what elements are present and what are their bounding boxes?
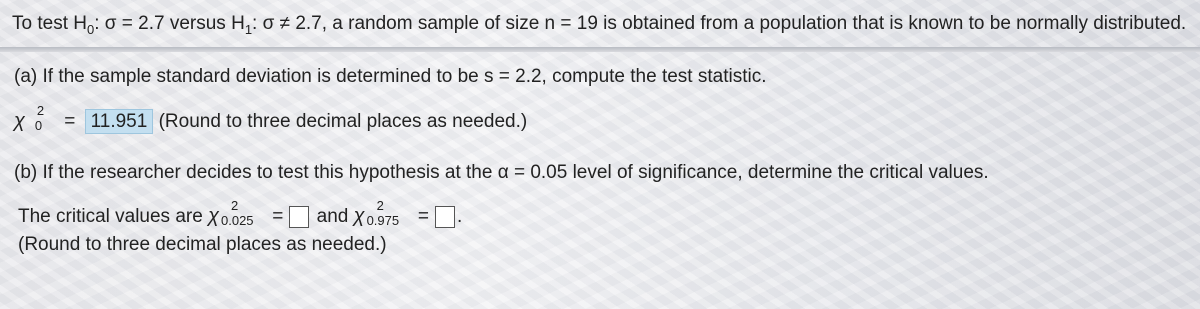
chi-symbol: χ — [14, 110, 25, 132]
h1-subscript: 1 — [244, 22, 253, 37]
header-text-pre: To test H — [12, 13, 87, 34]
header-text-mid1: : σ = 2.7 versus H — [94, 13, 245, 34]
test-statistic-answer[interactable]: 11.951 — [85, 109, 154, 134]
problem-statement — [12, 13, 1186, 35]
header-text-mid2: : σ ≠ 2.7, a random sample of size n = 19 is obtained from a population that is known to be normally distributed. — [252, 13, 1187, 34]
critical-values-row — [18, 197, 463, 228]
equals-sign: = — [64, 111, 76, 132]
crit1-subscript: 0.025 — [221, 212, 254, 228]
part-b-question: (b) If the researcher decides to test this hypothesis at the α = 0.05 level of significance, determine the critical values. — [14, 162, 989, 183]
chi-sup-sub — [25, 102, 55, 133]
h0-subscript: 0 — [86, 22, 95, 37]
crit1-input[interactable] — [289, 206, 309, 228]
and-text: and — [316, 206, 349, 227]
part-a-hint: (Round to three decimal places as needed.) — [158, 111, 528, 132]
part-b-hint: (Round to three decimal places as needed.) — [18, 234, 387, 255]
crit1-superscript: 2 — [231, 197, 239, 213]
crit2-input[interactable] — [435, 206, 455, 228]
equals-sign-crit2: = — [417, 206, 429, 227]
trailing-period: . — [456, 206, 463, 227]
section-divider — [0, 47, 1200, 52]
part-a-answer-row — [14, 102, 528, 133]
crit2-superscript: 2 — [376, 197, 384, 213]
chi-superscript: 2 — [36, 102, 45, 118]
chi-symbol-crit1: χ — [208, 205, 219, 227]
chi-subscript: 0 — [34, 117, 43, 133]
crit2-subscript: 0.975 — [366, 212, 400, 228]
part-a-question: (a) If the sample standard deviation is determined to be s = 2.2, compute the test statistic. — [14, 66, 767, 87]
equals-sign-crit1: = — [272, 206, 284, 227]
crit-prefix: The critical values are — [18, 206, 203, 227]
chi-symbol-crit2: χ — [353, 205, 365, 227]
crit1-sup-sub — [219, 197, 263, 228]
crit2-sup-sub — [365, 197, 409, 228]
